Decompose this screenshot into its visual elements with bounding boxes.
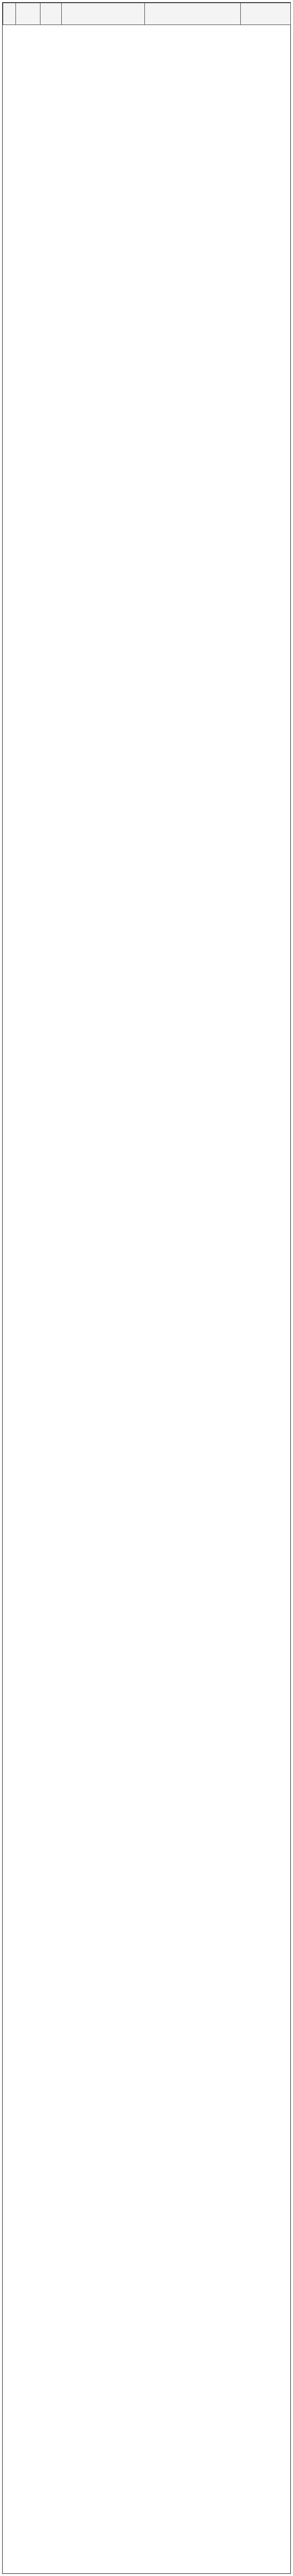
column-header	[16, 3, 40, 25]
column-header	[241, 3, 291, 25]
watermark	[4, 2559, 63, 2573]
column-header	[3, 3, 16, 25]
table-header-row	[3, 3, 291, 25]
document-sheet	[2, 2, 291, 2574]
data-table	[3, 3, 291, 25]
column-header	[62, 3, 145, 25]
column-header	[145, 3, 241, 25]
column-header	[40, 3, 62, 25]
